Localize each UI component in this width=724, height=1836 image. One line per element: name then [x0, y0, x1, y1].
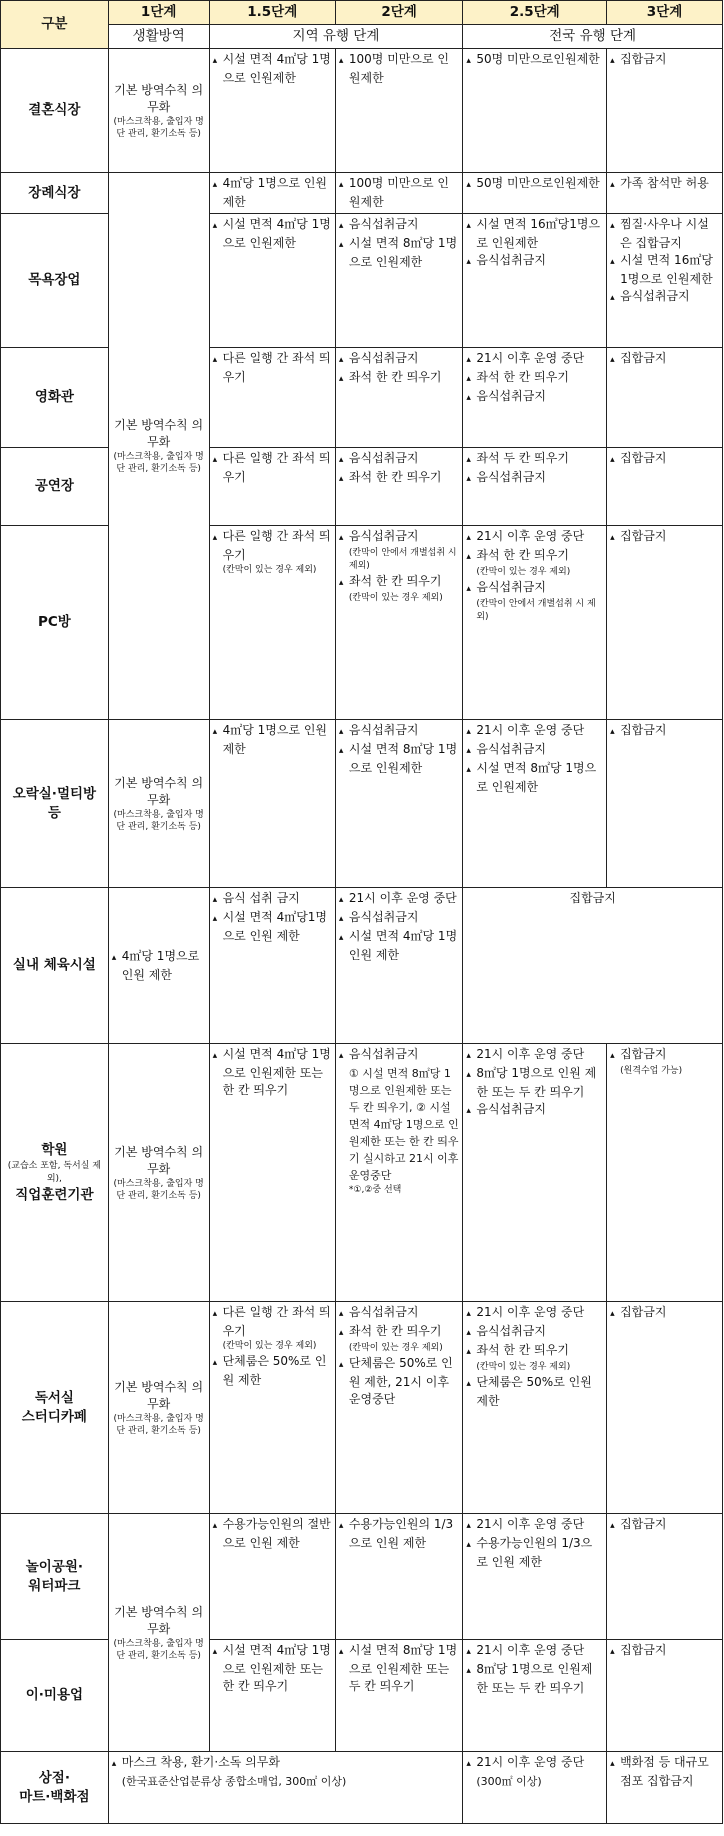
list-item: ▴ 4㎡당 1명으로 인원 제한: [112, 948, 206, 984]
list-item: ▴ 21시 이후 운영 중단: [466, 1754, 603, 1773]
list-item: ▴ 21시 이후 운영 중단: [466, 1642, 603, 1661]
option-text: ① 시설 면적 8㎡당 1명으로 인원제한 또는 두 칸 띄우기, ② 시설 면적 4㎡당 1명으로 인원제한 또는 한 칸 띄우기 실시하고 21시 이후 운영중단: [348, 1067, 459, 1182]
row-label-store-name2: 마트·백화점: [19, 1788, 90, 1805]
basic-rules-cell: [108, 173, 209, 720]
header-stage1: 1단계: [108, 1, 209, 25]
list-item: ▴ 100명 미만으로 인원제한: [339, 51, 459, 87]
row-label-academy-note: (교습소 포함, 독서실 제외),: [7, 1160, 101, 1184]
row-label-park: [1, 1514, 109, 1640]
list-item: ▴ 21시 이후 운영 중단: [466, 1304, 603, 1323]
list-item: ▴ 시설 면적 4㎡당 1명으로 인원제한: [213, 216, 332, 252]
list-item: ▴ 21시 이후 운영 중단: [339, 890, 459, 909]
list-item: ▴ 좌석 한 칸 띄우기: [466, 547, 603, 566]
list-item: ▴ 집합금지: [610, 1642, 719, 1661]
row-label-pcroom: PC방: [1, 526, 109, 720]
list-item: ▴ 백화점 등 대규모점포 집합금지: [610, 1754, 719, 1790]
row-label-academy-name: 학원: [41, 1141, 68, 1158]
header-stage1-5: 1.5단계: [209, 1, 335, 25]
list-item: ▴ 음식섭취금지: [339, 909, 459, 928]
list-item: ▴ 좌석 한 칸 띄우기: [339, 1323, 459, 1342]
list-item: ▴ 좌석 한 칸 띄우기: [339, 369, 459, 388]
basic-rules-main: 기본 방역수칙 의무화: [114, 1604, 204, 1636]
basic-rules-cell: [108, 1302, 209, 1514]
list-item: ▴ 음식섭취금지: [466, 388, 603, 407]
basic-rules-main: 기본 방역수칙 의무화: [114, 82, 204, 114]
cell-pcroom-s2: [335, 526, 462, 720]
cell-academy-s15: [209, 1044, 335, 1302]
basic-rules-cell: [108, 49, 209, 173]
cell-cinema-s2: [335, 348, 462, 448]
list-item: ▴ 음식섭취금지: [466, 252, 603, 271]
basic-rules-main: 기본 방역수칙 의무화: [114, 1379, 204, 1411]
list-item: ▴ 음식섭취금지: [339, 350, 459, 369]
header-national-sub: 전국 유행 단계: [463, 25, 723, 49]
row-label-funeral: 장례식장: [1, 173, 109, 214]
list-item: ▴ 21시 이후 운영 중단: [466, 1516, 603, 1535]
cell-park-s2: [335, 1514, 462, 1640]
list-item: ▴ 음식섭취금지: [339, 1046, 459, 1065]
list-item: ▴ 다른 일행 간 좌석 띄우기: [213, 1304, 332, 1340]
list-item: ▴ 좌석 한 칸 띄우기: [466, 369, 603, 388]
list-item: ▴ 음식섭취금지: [339, 216, 459, 235]
note-text: (칸막이 있는 경우 제외): [348, 593, 443, 603]
table-row-academy: [1, 1044, 723, 1302]
table-row-gym: [1, 888, 723, 1044]
list-item: ▴ 집합금지: [610, 350, 719, 369]
list-item: ▴ 집합금지: [610, 450, 719, 469]
cell-gym-s2: [335, 888, 462, 1044]
cell-pcroom-s15: [209, 526, 335, 720]
header-stage3: 3단계: [607, 1, 723, 25]
cell-academy-s3: [607, 1044, 723, 1302]
cell-store-s1-s2: [108, 1752, 463, 1824]
cell-academy-s25: [463, 1044, 607, 1302]
table-row-store: [1, 1752, 723, 1824]
list-item: ▴ 좌석 한 칸 띄우기: [339, 573, 459, 592]
list-item: ▴ 수용가능인원의 절반으로 인원 제한: [213, 1516, 332, 1552]
list-item: ▴ 좌석 한 칸 띄우기: [339, 469, 459, 488]
list-item: ▴ 가족 참석만 허용: [610, 175, 719, 194]
basic-rules-cell: [108, 1044, 209, 1302]
table-row-park: [1, 1514, 723, 1640]
basic-rules-cell: [108, 720, 209, 888]
list-item: ▴ 집합금지: [610, 51, 719, 70]
header-stage1-sub: 생활방역: [108, 25, 209, 49]
basic-rules-note: (마스크착용, 출입자 명단 관리, 환기소독 등): [113, 116, 204, 139]
basic-rules-main: 기본 방역수칙 의무화: [114, 1144, 204, 1176]
note-text: (원격수업 가능): [620, 1066, 683, 1076]
row-label-salon: 이·미용업: [1, 1640, 109, 1752]
cell-salon-s25: [463, 1640, 607, 1752]
list-item: ▴ 음식섭취금지: [466, 741, 603, 760]
cell-salon-s15: [209, 1640, 335, 1752]
cell-pcroom-s3: [607, 526, 723, 720]
cell-arcade-s15: [209, 720, 335, 888]
list-item: ▴ 4㎡당 1명으로 인원제한: [213, 722, 332, 758]
list-item: ▴ 8㎡당 1명으로 인원 제한 또는 두 칸 띄우기: [466, 1065, 603, 1101]
cell-study-s2: [335, 1302, 462, 1514]
basic-rules-note: (마스크착용, 출입자 명단 관리, 환기소독 등): [113, 1638, 204, 1661]
cell-store-s3: [607, 1752, 723, 1824]
note-text: (칸막이 안에서 개별섭취 시 제외): [476, 599, 596, 622]
list-item: ▴ 시설 면적 8㎡당 1명으로 인원제한 또는 두 칸 띄우기: [339, 1642, 459, 1695]
row-label-cinema: 영화관: [1, 348, 109, 448]
cell-store-s25: [463, 1752, 607, 1824]
row-label-study-name2: 스터디카페: [21, 1408, 87, 1425]
cell-study-s25: [463, 1302, 607, 1514]
list-item: ▴ 음식섭취금지: [339, 528, 459, 547]
list-item: ▴ 집합금지: [610, 1304, 719, 1323]
note-text: (칸막이 있는 경우 제외): [476, 567, 571, 577]
list-item: ▴ 8㎡당 1명으로 인원제한 또는 두 칸 띄우기: [466, 1661, 603, 1697]
cell-arcade-s2: [335, 720, 462, 888]
cell-wedding-s15: [209, 49, 335, 173]
cell-cinema-s25: [463, 348, 607, 448]
list-item: ▴ 다른 일행 간 좌석 띄우기: [213, 350, 332, 386]
row-label-bath: 목욕장업: [1, 214, 109, 348]
list-item: ▴ 좌석 한 칸 띄우기: [466, 1342, 603, 1361]
cell-salon-s2: [335, 1640, 462, 1752]
list-item: ▴ 다른 일행 간 좌석 띄우기: [213, 450, 332, 486]
list-item: ▴ 시설 면적 4㎡당 1명 인원 제한: [339, 928, 459, 964]
list-item: ▴ 21시 이후 운영 중단: [466, 350, 603, 369]
row-label-theater: 공연장: [1, 448, 109, 526]
list-item: ▴ 시설 면적 8㎡당 1명으로 인원제한: [339, 235, 459, 271]
list-item: ▴ 음식섭취금지: [339, 450, 459, 469]
note-text: (칸막이 있는 경우 제외): [476, 1362, 571, 1372]
cell-wedding-s3: [607, 49, 723, 173]
row-label-park-name2: 워터파크: [28, 1577, 81, 1594]
list-item: ▴ 좌석 두 칸 띄우기: [466, 450, 603, 469]
cell-park-s3: [607, 1514, 723, 1640]
note-text: (칸막이 있는 경우 제외): [222, 565, 317, 575]
list-item: ▴ 다른 일행 간 좌석 띄우기: [213, 528, 332, 564]
list-item: ▴ 시설 면적 4㎡당 1명으로 인원제한 또는 한 칸 띄우기: [213, 1046, 332, 1099]
cell-theater-s2: [335, 448, 462, 526]
cell-academy-s2: [335, 1044, 462, 1302]
row-label-wedding: 결혼식장: [1, 49, 109, 173]
list-item: ▴ 50명 미만으로인원제한: [466, 175, 603, 194]
list-item: ▴ 4㎡당 1명으로 인원제한: [213, 175, 332, 211]
note-text: (칸막이 있는 경우 제외): [222, 1341, 317, 1351]
list-item: ▴ 21시 이후 운영 중단: [466, 528, 603, 547]
list-item: ▴ 찜질·사우나 시설은 집합금지: [610, 216, 719, 252]
list-item: ▴ 시설 면적 8㎡당 1명으로 인원제한: [339, 741, 459, 777]
list-item: ▴ 음식섭취금지: [466, 1101, 603, 1120]
cell-theater-s15: [209, 448, 335, 526]
cell-pcroom-s25: [463, 526, 607, 720]
header-stage2: 2단계: [335, 1, 462, 25]
cell-bath-s3: [607, 214, 723, 348]
row-label-arcade: 오락실·멀티방 등: [1, 720, 109, 888]
table-row-study: [1, 1302, 723, 1514]
row-label-study-name: 독서실: [34, 1389, 74, 1406]
list-item: ▴ 집합금지: [610, 1516, 719, 1535]
row-label-store-name: 상점·: [38, 1769, 70, 1786]
cell-funeral-s15: [209, 173, 335, 214]
cell-study-s3: [607, 1302, 723, 1514]
list-item: ▴ 100명 미만으로 인원제한: [339, 175, 459, 211]
cell-cinema-s3: [607, 348, 723, 448]
cell-bath-s25: [463, 214, 607, 348]
cell-bath-s15: [209, 214, 335, 348]
row-label-academy-name2: 직업훈련기관: [15, 1186, 94, 1203]
list-item: ▴ 단체룸은 50%로 인원 제한: [213, 1353, 332, 1389]
list-item: ▴ 시설 면적 16㎡당1명으로 인원제한: [466, 216, 603, 252]
cell-wedding-s2: [335, 49, 462, 173]
basic-rules-note: (마스크착용, 출입자 명단 관리, 환기소독 등): [113, 1413, 204, 1436]
list-item: ▴ 시설 면적 16㎡당1명으로 인원제한: [610, 252, 719, 288]
basic-rules-cell: [108, 1514, 209, 1752]
list-item: ▴ 시설 면적 4㎡당1명으로 인원 제한: [213, 909, 332, 945]
header-regional-sub: 지역 유행 단계: [209, 25, 463, 49]
note-text: (칸막이 안에서 개별섭취 시 제외): [348, 548, 457, 571]
note-text: *①,②중 선택: [348, 1185, 402, 1195]
cell-park-s15: [209, 1514, 335, 1640]
list-item: ▴ 단체룸은 50%로 인원 제한, 21시 이후운영중단: [339, 1355, 459, 1408]
list-item: ▴ 시설 면적 4㎡당 1명으로 인원제한 또는 한 칸 띄우기: [213, 1642, 332, 1695]
cell-theater-s3: [607, 448, 723, 526]
row-label-gym: 실내 체육시설: [1, 888, 109, 1044]
basic-rules-note: (마스크착용, 출입자 명단 관리, 환기소독 등): [113, 452, 204, 474]
cell-funeral-s25: [463, 173, 607, 214]
cell-funeral-s2: [335, 173, 462, 214]
cell-arcade-s25: [463, 720, 607, 888]
cell-wedding-s25: [463, 49, 607, 173]
list-item: ▴ 음식섭취금지: [610, 288, 719, 307]
list-item: ▴ 음식섭취금지: [339, 1304, 459, 1323]
cell-funeral-s3: [607, 173, 723, 214]
list-item: ▴ 21시 이후 운영 중단: [466, 722, 603, 741]
list-item: ▴ 수용가능인원의 1/3으로 인원 제한: [339, 1516, 459, 1552]
list-item: ▴ 21시 이후 운영 중단: [466, 1046, 603, 1065]
cell-gym-s15: [209, 888, 335, 1044]
basic-rules-main: 기본 방역수칙 의무화: [114, 418, 204, 449]
header-category: 구분: [1, 1, 109, 49]
list-item: ▴ 50명 미만으로인원제한: [466, 51, 603, 70]
header-stage2-5: 2.5단계: [463, 1, 607, 25]
list-item: ▴ 마스크 착용, 환기·소독 의무화: [112, 1754, 460, 1773]
cell-arcade-s3: [607, 720, 723, 888]
basic-rules-main: 기본 방역수칙 의무화: [114, 775, 204, 807]
list-item: ▴ 단체룸은 50%로 인원 제한: [466, 1374, 603, 1410]
list-item: ▴ 음식섭취금지: [466, 579, 603, 598]
store-scope-text: (한국표준산업분류상 종합소매업, 300㎡ 이상): [121, 1775, 347, 1788]
cell-salon-s3: [607, 1640, 723, 1752]
table-row-wedding: [1, 49, 723, 173]
store-size-text: (300㎡ 이상): [476, 1775, 542, 1788]
basic-rules-note: (마스크착용, 출입자 명단 관리, 환기소독 등): [113, 809, 204, 832]
cell-study-s15: [209, 1302, 335, 1514]
cell-park-s25: [463, 1514, 607, 1640]
cell-theater-s25: [463, 448, 607, 526]
row-label-park-name: 놀이공원·: [25, 1558, 84, 1575]
basic-rules-note: (마스크착용, 출입자 명단 관리, 환기소독 등): [113, 1178, 204, 1201]
cell-gym-s1: [108, 888, 209, 1044]
list-item: ▴ 음식섭취금지: [466, 469, 603, 488]
cell-cinema-s15: [209, 348, 335, 448]
list-item: ▴ 음식 섭취 금지: [213, 890, 332, 909]
row-label-store: [1, 1752, 109, 1824]
row-label-study: [1, 1302, 109, 1514]
table-row-funeral: [1, 173, 723, 214]
list-item: ▴ 집합금지: [610, 528, 719, 547]
list-item: ▴ 시설 면적 4㎡당 1명으로 인원제한: [213, 51, 332, 87]
row-label-academy: [1, 1044, 109, 1302]
table-row-arcade: [1, 720, 723, 888]
cell-bath-s2: [335, 214, 462, 348]
list-item: ▴ 수용가능인원의 1/3으로 인원 제한: [466, 1535, 603, 1571]
list-item: ▴ 집합금지: [610, 722, 719, 741]
list-item: ▴ 집합금지: [610, 1046, 719, 1065]
list-item: ▴ 음식섭취금지: [466, 1323, 603, 1342]
note-text: (칸막이 있는 경우 제외): [348, 1343, 443, 1353]
cell-gym-s25-s3: 집합금지: [463, 888, 723, 1044]
list-item: ▴ 음식섭취금지: [339, 722, 459, 741]
list-item: ▴ 시설 면적 8㎡당 1명으로 인원제한: [466, 760, 603, 796]
